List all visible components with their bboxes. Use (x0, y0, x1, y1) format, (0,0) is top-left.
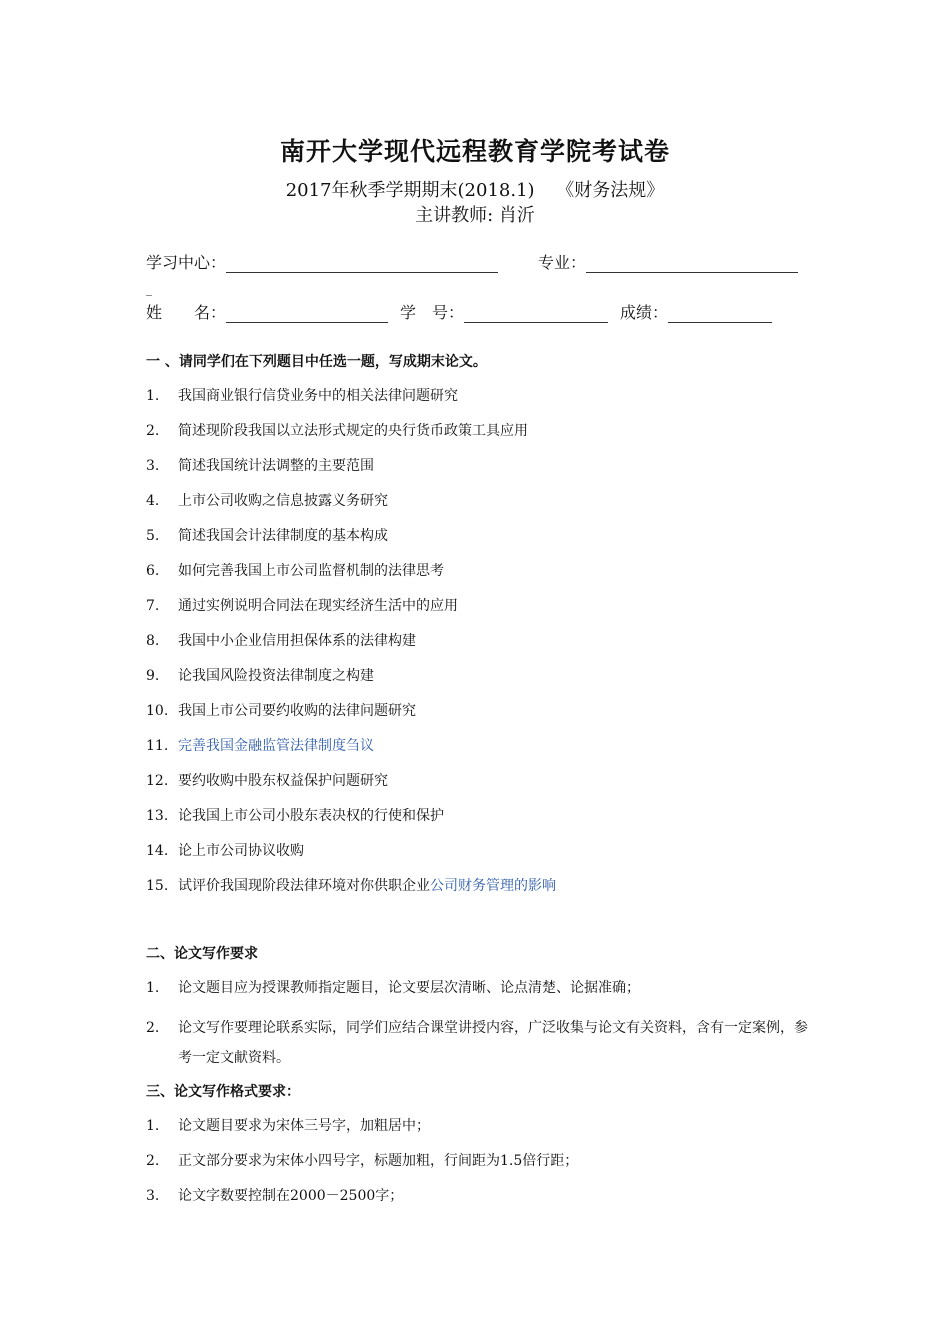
topic-text-plain: 试评价我国现阶段法律环境对你供职企业 (178, 878, 430, 894)
major-field[interactable] (586, 254, 798, 273)
topic-text: 论我国风险投资法律制度之构建 (178, 668, 374, 684)
topic-text: 简述我国统计法调整的主要范围 (178, 458, 374, 474)
name-label: 姓 名： (146, 303, 227, 322)
requirement-number: 1. (146, 980, 160, 996)
requirement-text: 论文写作要理论联系实际，同学们应结合课堂讲授内容，广泛收集与论文有关资料，含有一定案例，参考一定文献资料。 (178, 1020, 808, 1066)
center-field[interactable] (226, 254, 498, 273)
topic-number: 1. (146, 388, 160, 404)
requirement-number: 2. (146, 1020, 160, 1036)
requirement-text: 论文题目应为授课教师指定题目，论文要层次清晰、论点清楚、论据准确； (178, 980, 640, 996)
format-number: 2. (146, 1153, 160, 1169)
major-label: 专业： (538, 253, 587, 272)
topic-number: 6. (146, 563, 160, 579)
form-row-center (146, 250, 816, 273)
page-title: 南开大学现代远程教育学院考试卷 (279, 137, 670, 166)
topic-number: 5. (146, 528, 160, 544)
center-label: 学习中心： (146, 253, 227, 272)
topic-number: 9. (146, 668, 160, 684)
topic-number: 8. (146, 633, 160, 649)
topic-text: 我国中小企业信用担保体系的法律构建 (178, 633, 416, 649)
topic-text: 简述现阶段我国以立法形式规定的央行货币政策工具应用 (178, 423, 528, 439)
exam-subtitle (0, 176, 950, 202)
topic-text: 通过实例说明合同法在现实经济生活中的应用 (178, 598, 458, 614)
topic-number: 11. (146, 738, 169, 754)
format-text: 论文题目要求为宋体三号字，加粗居中； (178, 1118, 430, 1134)
topic-text: 论我国上市公司小股东表决权的行使和保护 (178, 808, 444, 824)
topic-number: 3. (146, 458, 160, 474)
stray-underscore: _ (146, 282, 152, 296)
topic-link[interactable]: 完善我国金融监管法律制度刍议 (178, 738, 374, 754)
topic-text: 我国商业银行信贷业务中的相关法律问题研究 (178, 388, 458, 404)
topic-number: 4. (146, 493, 160, 509)
student-id-label: 学 号： (400, 303, 465, 322)
section2-heading: 二、论文写作要求 (146, 946, 258, 962)
topic-text: 简述我国会计法律制度的基本构成 (178, 528, 388, 544)
course-name: 《财务法规》 (556, 180, 665, 201)
topic-text: 我国上市公司要约收购的法律问题研究 (178, 703, 416, 719)
topic-text (178, 876, 811, 896)
section3-heading: 三、论文写作格式要求： (146, 1084, 300, 1100)
topic-text: 上市公司收购之信息披露义务研究 (178, 493, 388, 509)
topic-text: 论上市公司协议收购 (178, 843, 304, 859)
format-text: 论文字数要控制在2000－2500字； (178, 1188, 404, 1204)
format-number: 1. (146, 1118, 160, 1134)
topic-number: 14. (146, 843, 169, 859)
topic-link[interactable]: 公司财务管理的影响 (430, 878, 556, 894)
topic-number: 10. (146, 703, 169, 719)
topic-number: 7. (146, 598, 160, 614)
topic-number: 15. (146, 878, 169, 894)
section1-heading: 一 、请同学们在下列题目中任选一题，写成期末论文。 (146, 354, 487, 370)
name-field[interactable] (226, 304, 388, 323)
format-number: 3. (146, 1188, 160, 1204)
topic-text: 如何完善我国上市公司监督机制的法律思考 (178, 563, 444, 579)
student-id-field[interactable] (464, 304, 608, 323)
score-field[interactable] (668, 304, 772, 323)
topic-text: 要约收购中股东权益保护问题研究 (178, 773, 388, 789)
topic-number: 2. (146, 423, 160, 439)
score-label: 成绩： (620, 303, 669, 322)
format-text: 正文部分要求为宋体小四号字，标题加粗，行间距为1.5倍行距； (178, 1153, 579, 1169)
topic-number: 12. (146, 773, 169, 789)
form-row-name (146, 300, 816, 323)
exam-term: 2017年秋季学期期末(2018.1) (285, 180, 535, 201)
topic-number: 13. (146, 808, 169, 824)
teacher-line: 主讲教师: 肖沂 (415, 205, 535, 226)
